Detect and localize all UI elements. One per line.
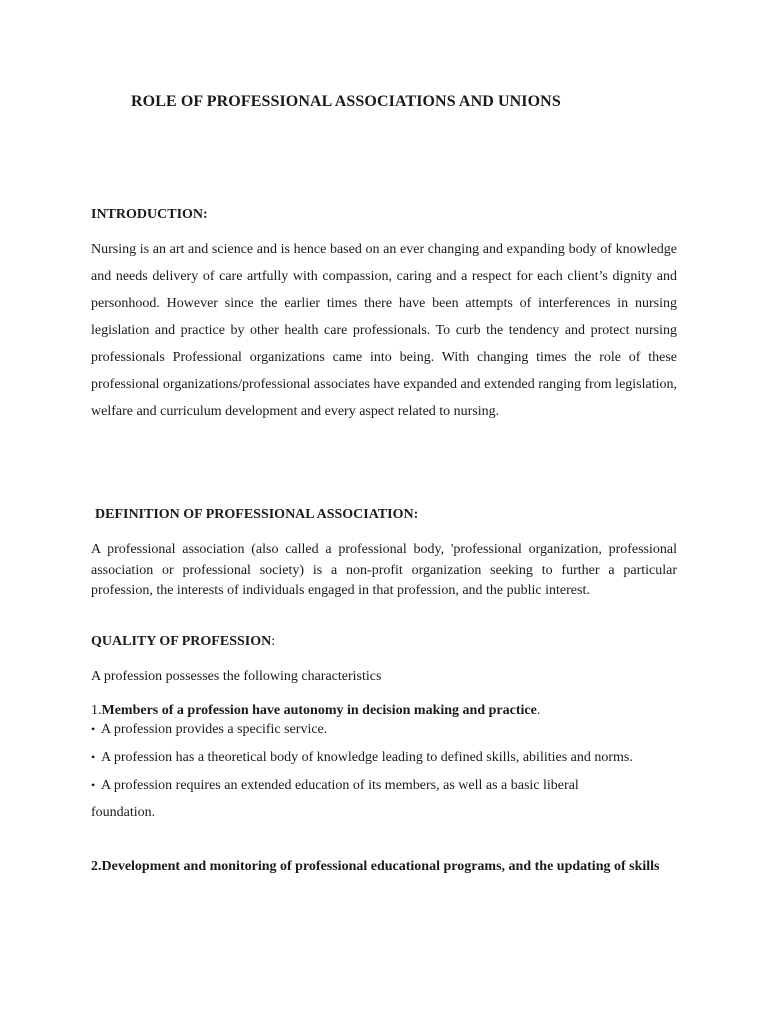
quality-heading-colon: :: [271, 634, 276, 649]
item-1-title: Members of a profession have autonomy in decision making and practice: [101, 703, 537, 718]
introduction-heading: INTRODUCTION:: [91, 207, 208, 222]
bullet-icon: •: [91, 778, 96, 792]
item-1-number: 1.: [91, 703, 102, 718]
bullet-icon: •: [91, 750, 96, 764]
bullet-icon: •: [91, 722, 96, 736]
quality-item-2: 2.Development and monitoring of professional educational programs, and the updating of skills: [91, 859, 660, 874]
bullet-text: A profession requires an extended education of its members, as well as a basic liberal: [101, 778, 579, 793]
quality-heading-text: QUALITY OF PROFESSION: [91, 634, 272, 649]
bullet-text: A profession provides a specific service.: [101, 722, 328, 737]
bullet-item: [91, 778, 579, 794]
item-1-period: .: [536, 703, 541, 718]
bullet-text: A profession has a theoretical body of knowledge leading to defined skills, abilities and norms.: [101, 750, 633, 765]
quality-item-1: [91, 703, 540, 719]
introduction-paragraph: Nursing is an art and science and is hence based on an ever changing and expanding body of knowledge and needs delivery of care artfully with compassion, caring and a respect for each client’s dignity and personhood. However since the earlier times there have been attempts of interferences in nursing legislation and practice by other health care professionals. To curb the tendency and protect nursing professionals Professional organizations came into being. With changing times the role of these professional organizations/professional associates have expanded and extended ranging from legislation, welfare and curriculum development and every aspect related to nursing.: [91, 242, 678, 419]
bullet-continuation: foundation.: [91, 805, 156, 820]
quality-heading: [91, 634, 275, 650]
bullet-item: [91, 722, 327, 738]
quality-intro: A profession possesses the following characteristics: [91, 669, 382, 684]
page-title: ROLE OF PROFESSIONAL ASSOCIATIONS AND UNIONS: [131, 93, 561, 110]
definition-paragraph: A professional association (also called a professional body, 'professional organization, professional association or professional society) is a non-profit organization seeking to further a particular profession, the interests of individuals engaged in that profession, and the public interest.: [91, 542, 677, 598]
bullet-item: [91, 750, 633, 766]
definition-heading: DEFINITION OF PROFESSIONAL ASSOCIATION:: [95, 507, 419, 522]
